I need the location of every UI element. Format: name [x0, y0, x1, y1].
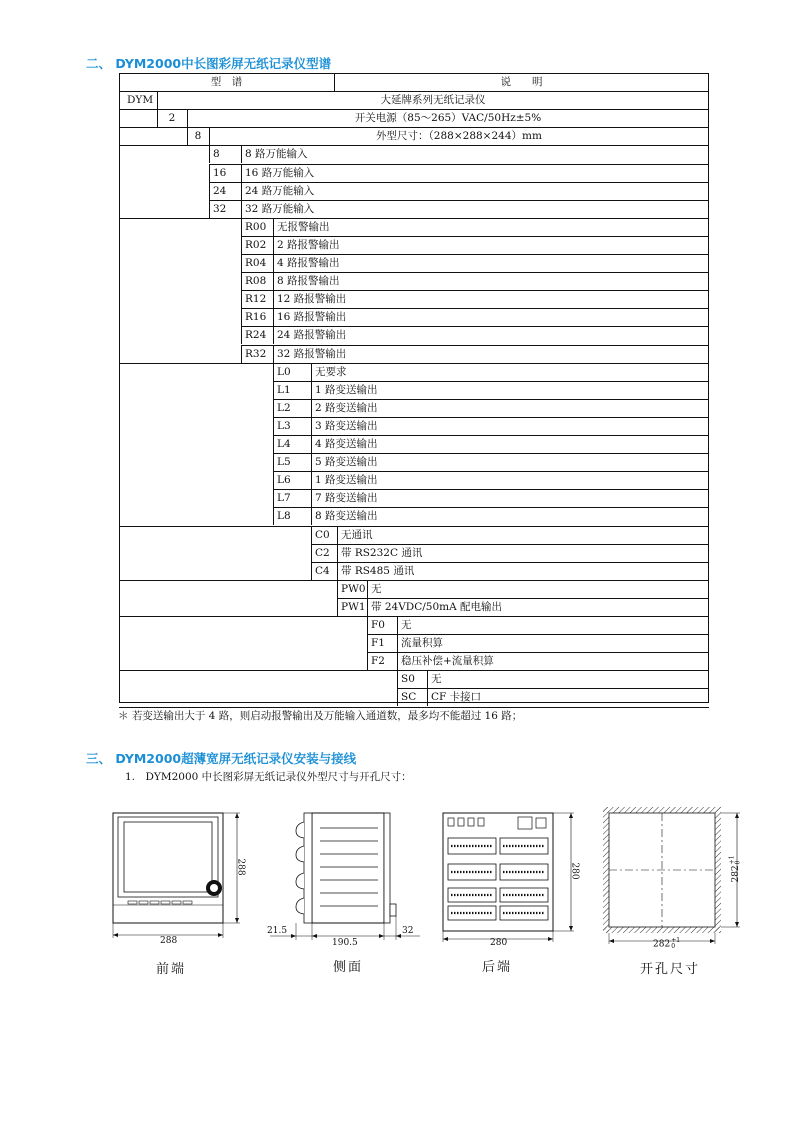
inputs-code: 32: [213, 202, 227, 215]
transmit-code: L5: [277, 456, 291, 469]
cutout-figure: [598, 805, 744, 950]
alarms-desc-divider: [273, 308, 274, 326]
flow-description: 无: [401, 619, 412, 631]
transmit-code: L0: [277, 365, 291, 378]
transmit-desc-divider: [311, 363, 312, 381]
cutout-caption: 开孔尺寸: [640, 962, 701, 977]
inputs-code: 16: [213, 166, 227, 179]
alarms-description: 2 路报警输出: [277, 238, 340, 251]
row-line: [119, 145, 709, 146]
transmit-code: L3: [277, 419, 291, 432]
alarms-desc-divider: [273, 254, 274, 272]
side-left-label: 21.5: [267, 926, 288, 936]
inputs-code-divider: [209, 182, 210, 200]
alarms-code-divider: [241, 254, 242, 272]
transmit-desc-divider: [311, 489, 312, 507]
group-line: [119, 526, 709, 527]
rear-view-drawing: [440, 808, 580, 948]
flow-code: F2: [371, 655, 385, 668]
comm-code: C2: [315, 546, 330, 559]
power-code: 2: [168, 112, 176, 125]
powerout-description: 带 24VDC/50mA 配电输出: [371, 600, 503, 613]
side-view-figure: [262, 808, 420, 948]
storage-code-divider: [397, 688, 398, 706]
alarms-desc-divider: [273, 272, 274, 290]
comm-desc-divider: [337, 526, 338, 544]
inputs-code-divider: [209, 164, 210, 182]
storage-code: SC: [401, 691, 417, 704]
alarms-code: R16: [245, 311, 267, 324]
header-description: 说 明: [500, 76, 543, 88]
front-width-label: 288: [160, 936, 178, 946]
alarms-description: 无报警输出: [277, 220, 330, 233]
rear-view-figure: [440, 808, 580, 948]
flow-code-divider: [367, 634, 368, 652]
transmit-code-divider: [273, 453, 274, 471]
alarms-code: R02: [245, 238, 267, 251]
cutout-width-label: [653, 938, 680, 950]
cutout-height-label: [730, 855, 742, 882]
cutout-height-tol-lower: 0: [734, 860, 742, 865]
front-caption: 前端: [156, 962, 187, 977]
power-description: 开关电源（85～265）VAC/50Hz±5%: [354, 112, 542, 125]
alarms-description: 12 路报警输出: [277, 293, 347, 306]
alarms-description: 24 路报警输出: [277, 329, 347, 342]
transmit-desc-divider: [311, 417, 312, 435]
comm-code: C0: [315, 528, 330, 541]
powerout-desc-divider: [367, 580, 368, 598]
comm-code: C4: [315, 564, 330, 577]
storage-description: 无: [431, 673, 442, 686]
alarms-description: 32 路报警输出: [277, 347, 347, 360]
inputs-desc-divider: [241, 200, 242, 218]
rear-height-label: 280: [569, 862, 580, 880]
flow-code-divider: [367, 616, 368, 634]
transmit-description: 8 路变送输出: [315, 510, 378, 523]
inputs-desc-divider: [241, 164, 242, 182]
transmit-desc-divider: [311, 381, 312, 399]
transmit-code-divider: [273, 435, 274, 453]
transmit-code-divider: [273, 399, 274, 417]
transmit-description: 4 路变送输出: [315, 438, 378, 450]
side-middle-label: 190.5: [332, 938, 358, 948]
group-line: [119, 616, 709, 617]
powerout-desc-divider: [367, 598, 368, 616]
comm-desc-divider: [337, 562, 338, 580]
section3-title: 三、 DYM2000超薄宽屏无纸记录仪安装与接线: [86, 751, 357, 766]
inputs-description: 24 路万能输入: [245, 184, 315, 197]
cutout-width-value: 282: [653, 939, 671, 950]
inputs-code-divider: [209, 200, 210, 218]
powerout-code-divider: [337, 580, 338, 598]
transmit-desc-divider: [311, 453, 312, 471]
cutout-width-tol-upper: +1: [671, 937, 681, 944]
transmit-description: 无要求: [315, 365, 347, 378]
inputs-code: 8: [213, 148, 220, 161]
header-model: 型 谱: [210, 76, 243, 88]
alarms-code-divider: [241, 218, 242, 236]
transmit-code: L7: [277, 492, 291, 505]
comm-description: 无通讯: [341, 528, 373, 541]
transmit-description: 2 路变送输出: [315, 401, 378, 414]
transmit-desc-divider: [311, 507, 312, 525]
transmit-description: 1 路变送输出: [315, 383, 378, 396]
alarms-code-divider: [241, 308, 242, 326]
alarms-description: 8 路报警输出: [277, 275, 340, 288]
section2-title: 二、 DYM2000中长图彩屏无纸记录仪型谱: [86, 56, 332, 71]
flow-code-divider: [367, 652, 368, 670]
storage-description: CF 卡接口: [431, 691, 482, 704]
comm-code-divider: [311, 526, 312, 544]
inputs-description: 8 路万能输入: [245, 148, 308, 161]
transmit-code-divider: [273, 507, 274, 525]
side-caption: 侧面: [333, 960, 364, 975]
transmit-code-divider: [273, 363, 274, 381]
inputs-code: 24: [213, 184, 227, 197]
rear-width-label: 280: [490, 938, 508, 948]
storage-code-divider: [397, 670, 398, 688]
alarms-code: R12: [245, 293, 267, 306]
inputs-description: 16 路万能输入: [245, 166, 315, 179]
storage-code: S0: [401, 673, 415, 686]
powerout-code: PW0: [341, 582, 366, 595]
group-line: [119, 580, 709, 581]
size-description: 外型尺寸：（288×288×244）mm: [376, 130, 542, 143]
storage-desc-divider: [427, 688, 428, 706]
flow-desc-divider: [397, 634, 398, 652]
transmit-description: 1 路变送输出: [315, 474, 378, 487]
alarms-code-divider: [241, 345, 242, 363]
transmit-code: L6: [277, 474, 291, 487]
comm-code-divider: [311, 562, 312, 580]
storage-desc-divider: [427, 670, 428, 688]
alarms-code: R04: [245, 257, 267, 269]
alarms-desc-divider: [273, 326, 274, 344]
comm-desc-divider: [337, 544, 338, 562]
alarms-code: R00: [245, 220, 267, 233]
powerout-code-divider: [337, 598, 338, 616]
side-right-label: 32: [402, 926, 414, 936]
front-height-label: 288: [235, 858, 246, 876]
powerout-code: PW1: [341, 600, 366, 613]
group-line: [119, 218, 709, 219]
front-view-drawing: [108, 808, 248, 948]
alarms-code: R32: [245, 347, 267, 360]
model-spec-table: [119, 73, 709, 703]
powerout-description: 无: [371, 582, 382, 595]
group-line: [119, 363, 709, 364]
cutout-height-tol-upper: +1: [728, 855, 736, 865]
transmit-description: 7 路变送输出: [315, 492, 378, 505]
flow-code: F0: [371, 619, 385, 631]
cutout-height-value: 282: [731, 865, 742, 883]
inputs-code-divider: [209, 145, 210, 163]
transmit-desc-divider: [311, 435, 312, 453]
dimension-item-text: 1. DYM2000 中长图彩屏无纸记录仪外型尺寸与开孔尺寸：: [125, 771, 412, 783]
inputs-description: 32 路万能输入: [245, 202, 315, 215]
flow-code: F1: [371, 637, 385, 650]
alarms-description: 16 路报警输出: [277, 311, 347, 324]
alarms-code-divider: [241, 290, 242, 308]
table-border-right: [708, 73, 709, 703]
transmit-code: L1: [277, 383, 291, 396]
comm-description: 带 RS485 通讯: [341, 564, 415, 577]
inputs-desc-divider: [241, 145, 242, 163]
alarms-desc-divider: [273, 218, 274, 236]
flow-description: 流量积算: [401, 637, 443, 650]
base-code: DYM: [127, 94, 154, 107]
alarms-desc-divider: [273, 290, 274, 308]
flow-desc-divider: [397, 616, 398, 634]
table-border-left: [119, 73, 120, 703]
transmit-desc-divider: [311, 471, 312, 489]
transmit-code-divider: [273, 471, 274, 489]
alarms-code-divider: [241, 272, 242, 290]
transmit-code-divider: [273, 381, 274, 399]
rear-caption: 后端: [482, 960, 513, 975]
inputs-desc-divider: [241, 182, 242, 200]
transmit-description: 3 路变送输出: [315, 419, 378, 432]
alarms-code: R24: [245, 329, 267, 342]
alarms-desc-divider: [273, 236, 274, 254]
front-view-figure: [108, 808, 248, 948]
cutout-drawing: [598, 805, 744, 950]
alarms-code: R08: [245, 275, 267, 288]
comm-code-divider: [311, 544, 312, 562]
comm-description: 带 RS232C 通讯: [341, 546, 423, 559]
transmit-code-divider: [273, 417, 274, 435]
alarms-description: 4 路报警输出: [277, 257, 340, 269]
transmit-code-divider: [273, 489, 274, 507]
alarms-code-divider: [241, 236, 242, 254]
transmit-code: L2: [277, 401, 291, 414]
size-code: 8: [194, 130, 202, 143]
transmit-code: L8: [277, 510, 291, 523]
transmit-description: 5 路变送输出: [315, 456, 378, 469]
flow-desc-divider: [397, 652, 398, 670]
cutout-width-tol-lower: 0: [671, 943, 676, 950]
base-description: 大延牌系列无纸记录仪: [380, 94, 486, 107]
alarms-desc-divider: [273, 345, 274, 363]
alarms-code-divider: [241, 326, 242, 344]
table-footnote: ＊ 若变送输出大于 4 路，则启动报警输出及万能输入通道数，最多均不能超过 16 路；: [118, 710, 523, 722]
flow-description: 稳压补偿+流量积算: [401, 655, 494, 668]
transmit-desc-divider: [311, 399, 312, 417]
transmit-code: L4: [277, 438, 291, 450]
